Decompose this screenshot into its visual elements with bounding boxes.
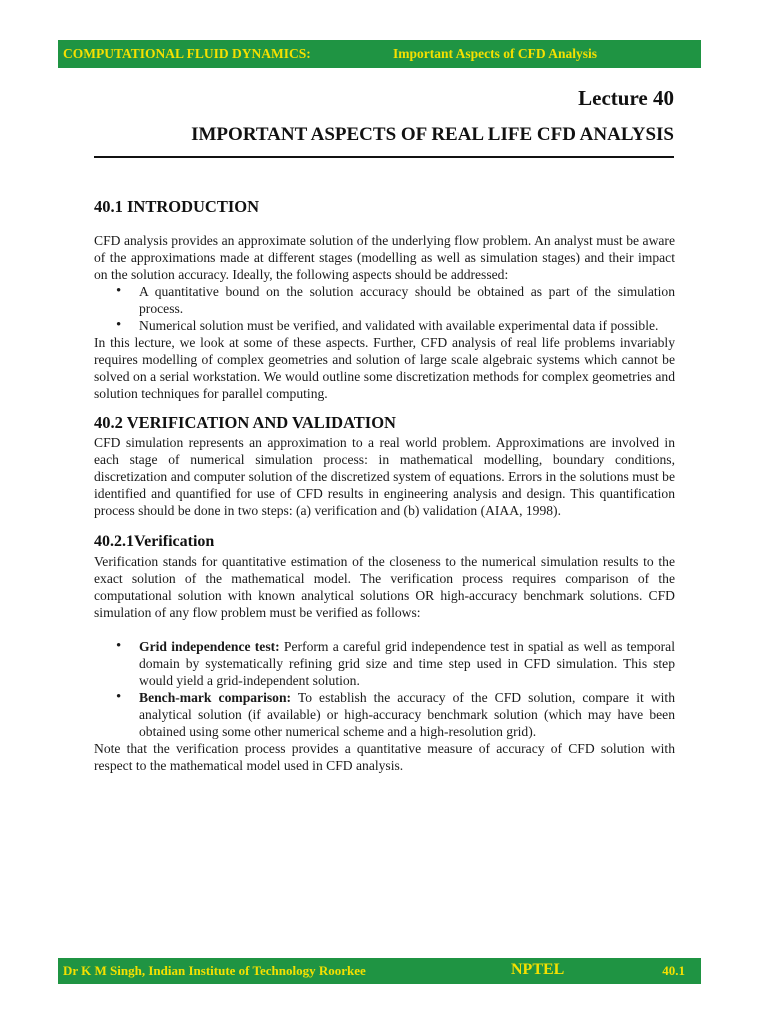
lecture-number: Lecture 40 bbox=[578, 86, 674, 110]
verification-note: Note that the verification process provides a quantitative measure of accuracy of CFD solution with respect to the mathematical model used in CFD analysis. bbox=[94, 741, 675, 773]
document-body bbox=[94, 196, 675, 774]
footer-nptel-label: NPTEL bbox=[511, 961, 565, 978]
list-item: • Numerical solution must be verified, and validated with available experimental data if possible. bbox=[139, 317, 675, 334]
list-item bbox=[139, 638, 675, 689]
vv-paragraph: CFD simulation represents an approximation to a real world problem. Approximations are involved in each stage of numerical simulation process: in mathematical modelling, boundary conditions, discretization and computer solution of the discretized system of equations. Errors in the solutions must be identified and quantified for use of CFD results in engineering analysis and design. This quantification process should be done in two steps: (a) verification and (b) validation (AIAA, 1998). bbox=[94, 435, 675, 518]
list-item: • A quantitative bound on the solution accuracy should be obtained as part of the simulation process. bbox=[139, 283, 675, 317]
footer-author: Dr K M Singh, Indian Institute of Technology Roorkee bbox=[63, 963, 366, 978]
subsection-heading-verification: 40.2.1Verification bbox=[94, 533, 215, 550]
bullet-text: Perform a careful grid independence test in spatial as well as temporal domain by systematically refining grid size and time step used in CFD simulation. This step would yield a grid-independent solution. bbox=[139, 639, 675, 688]
intro-paragraph-2: In this lecture, we look at some of these aspects. Further, CFD analysis of real life problems invariably requires modelling of complex geometries and solution of large scale algebraic systems which cannot be solved on a serial workstation. We would outline some discretization methods for complex geometries and solution techniques for parallel computing. bbox=[94, 335, 675, 401]
lecture-title: IMPORTANT ASPECTS OF REAL LIFE CFD ANALYSIS bbox=[191, 124, 674, 145]
bullet-term: Bench-mark comparison: bbox=[139, 690, 292, 705]
section-heading-verification-validation: 40.2 VERIFICATION AND VALIDATION bbox=[94, 413, 396, 432]
intro-bullet-list bbox=[94, 283, 675, 334]
section-heading-introduction: 40.1 INTRODUCTION bbox=[94, 197, 260, 216]
title-divider bbox=[94, 156, 674, 158]
header-topic-title: Important Aspects of CFD Analysis bbox=[393, 46, 598, 61]
intro-paragraph-1: CFD analysis provides an approximate solution of the underlying flow problem. An analyst must be aware of the approximations made at different stages (modelling as well as simulation stages) and their impact on the solution accuracy. Ideally, the following aspects should be addressed: bbox=[94, 233, 675, 282]
list-item bbox=[139, 689, 675, 740]
bullet-term: Grid independence test: bbox=[139, 639, 280, 654]
running-footer bbox=[58, 958, 701, 984]
verification-paragraph: Verification stands for quantitative estimation of the closeness to the numerical simulation results to the exact solution of the mathematical model. The verification process requires comparison of the computational solution with known analytical solutions OR high-accuracy benchmark solutions. CFD simulation of any flow problem must be verified as follows: bbox=[94, 554, 675, 620]
verification-bullet-list bbox=[94, 638, 675, 740]
running-header bbox=[58, 40, 701, 68]
header-course-title: COMPUTATIONAL FLUID DYNAMICS: bbox=[63, 46, 311, 61]
footer-page-number: 40.1 bbox=[662, 963, 685, 978]
bullet-text: To establish the accuracy of the CFD solution, compare it with analytical solution (if available) or high-accuracy benchmark solution (which may have been obtained using some other numerical scheme and a high-resolution grid). bbox=[139, 690, 676, 739]
